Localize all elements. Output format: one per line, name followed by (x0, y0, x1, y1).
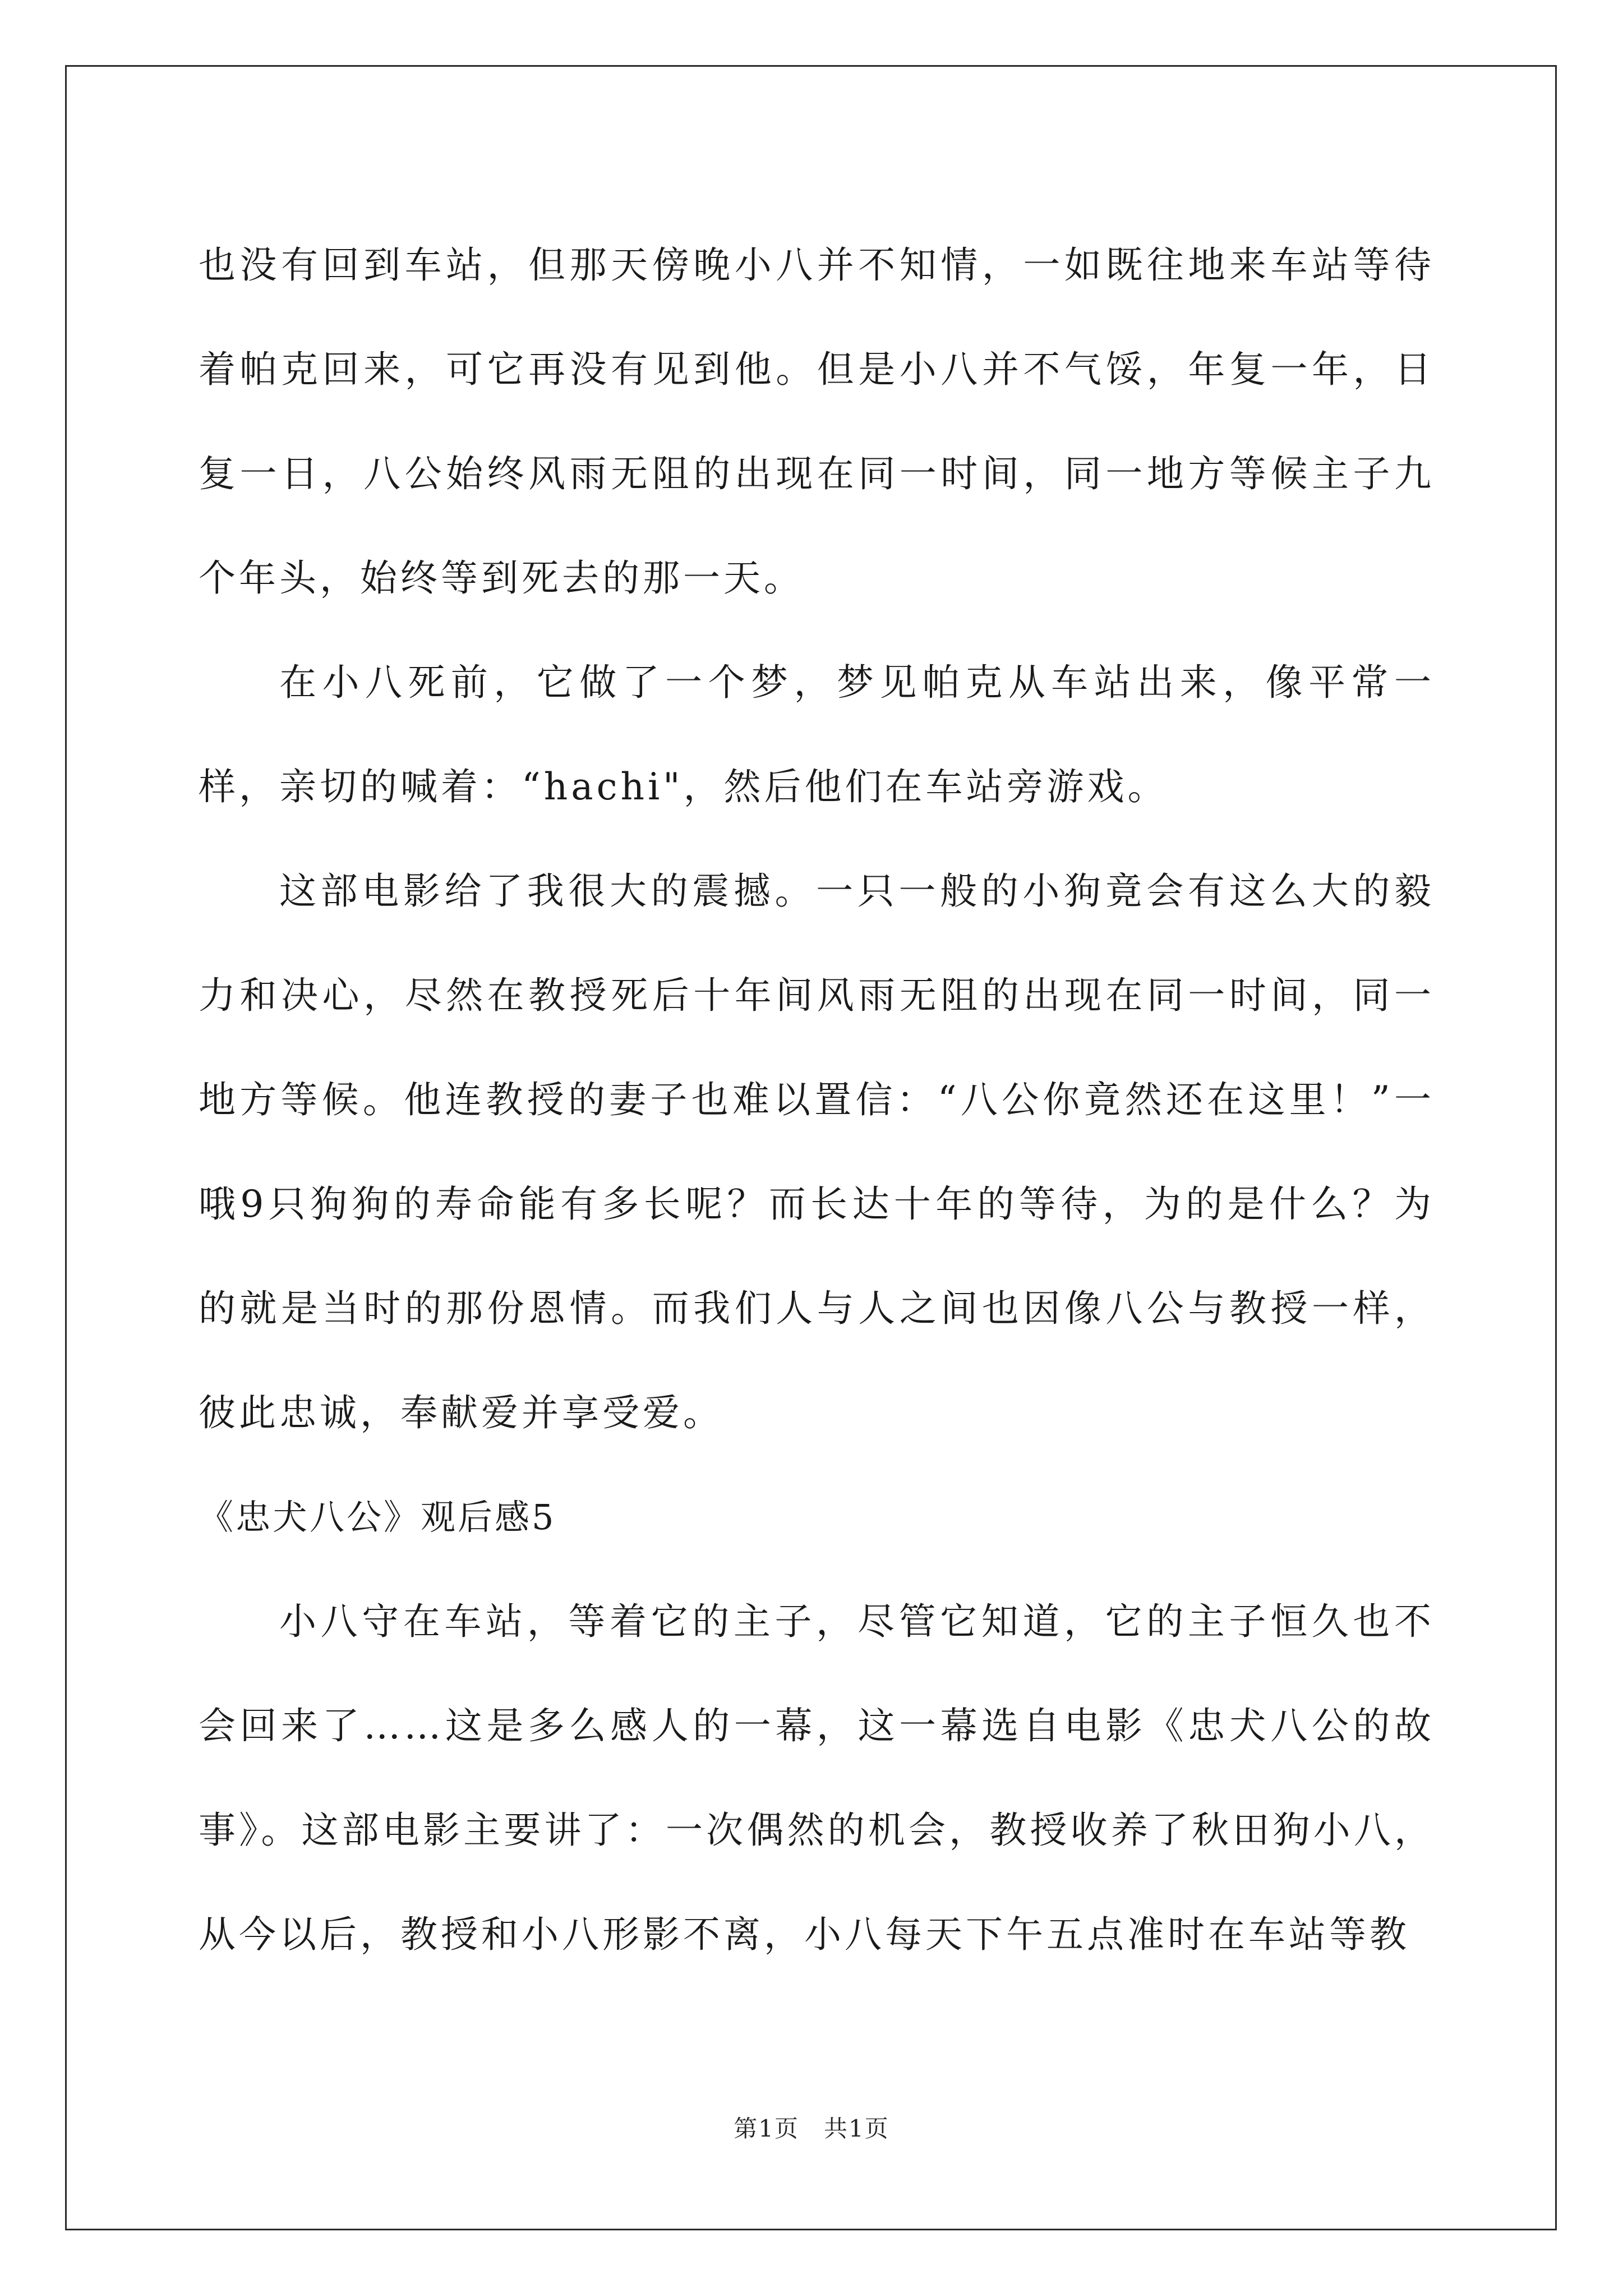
paragraph-2: 在小八死前，它做了一个梦，梦见帕克从车站出来，像平常一样，亲切的喊着：“hachi"，然后他们在车站旁游戏。 (199, 661, 1435, 808)
document-body (199, 213, 1435, 1987)
paragraph-3: 这部电影给了我很大的震撼。一只一般的小狗竟会有这么大的毅力和决心，尽然在教授死后十年间风雨无阻的出现在同一时间，同一地方等候。他连教授的妻子也难以置信：“八公你竟然还在这里！”一哦9只狗狗的寿命能有多长呢？而长达十年的等待，为的是什么？为的就是当时的那份恩情。而我们人与人之间也因像八公与教授一样，彼此忠诚，奉献爱并享受爱。 (199, 869, 1435, 1434)
section-heading: 《忠犬八公》观后感5 (199, 1497, 556, 1538)
paragraph-4: 小八守在车站，等着它的主子，尽管它知道，它的主子恒久也不会回来了……这是多么感人的一幕，这一幕选自电影《忠犬八公的故事》。这部电影主要讲了：一次偶然的机会，教授收养了秋田狗小八，从今以后，教授和小八形影不离，小八每天下午五点准时在车站等教 (199, 1600, 1435, 1956)
paragraph-1: 也没有回到车站，但那天傍晚小八并不知情，一如既往地来车站等待着帕克回来，可它再没有见到他。但是小八并不气馁，年复一年，日复一日，八公始终风雨无阻的出现在同一时间，同一地方等候主子九个年头，始终等到死去的那一天。 (199, 243, 1435, 600)
page-footer: 第1页 共1页 (734, 2115, 889, 2142)
